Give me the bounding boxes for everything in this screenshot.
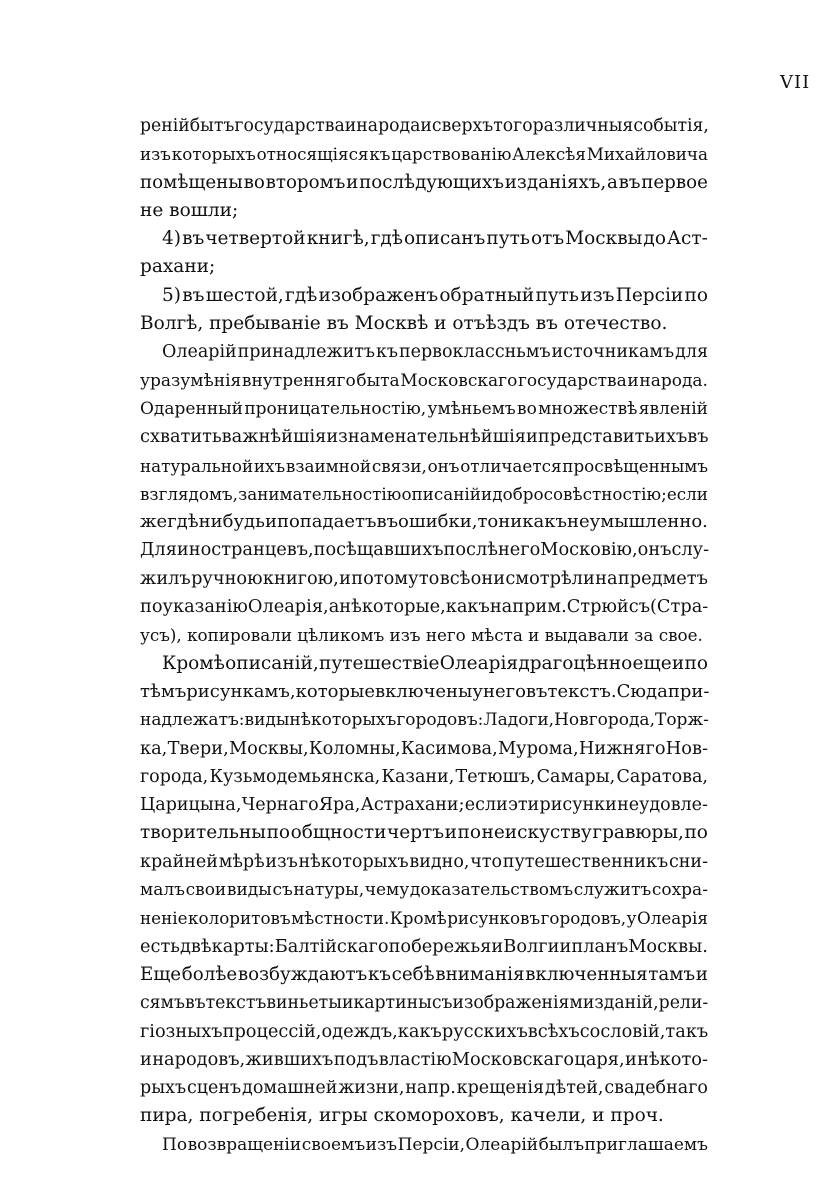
text-line: города, Кузьмодемьянска, Казани, Тетюшъ, Самары, Саратова, [140, 766, 708, 787]
text-line: надлежатъ: виды нѣкоторыхъ городовъ: Ладоги, Новгорода, Торж- [140, 710, 709, 731]
text-line: 5) въ шестой, гдѣ изображенъ обратный путь изъ Персіи по [162, 284, 708, 306]
text-line: крайней мѣрѣ изъ нѣкоторыхъ видно, что путешественникъ сни- [140, 851, 708, 872]
text-line: по указанію Олеарія, а нѣкоторые, какъ наприм. Стрюйсъ (Стра- [140, 597, 709, 618]
text-line: Кромѣ описаній, путешествіе Олеарія драгоцѣнно еще и по [162, 652, 708, 674]
text-line: не вошли; [140, 199, 239, 221]
text-line: творительны по общности чертъ и по неискуству гравюры, по [140, 822, 708, 844]
text-line: По возвращеніи своемъ изъ Персіи, Олеарій былъ приглашаемъ [162, 1134, 708, 1155]
page-number: VII [780, 72, 811, 93]
text-line: рыхъ сценъ домашней жизни, напр. крещенія дѣтей, свадебнаго [140, 1078, 708, 1099]
text-line: есть двѣ карты: Балтійскаго побережья и Волги и планъ Москвы. [140, 936, 708, 957]
text-line: реній бытъ государства и народа и сверхъ того различныя событія, [140, 116, 709, 136]
text-line: натуральной ихъ взаимной связи, онъ отличается просвѣщеннымъ [140, 455, 708, 476]
text-line: и народовъ, жившихъ подъ властію Московскаго царя, и нѣкото- [140, 1049, 708, 1070]
text-line: жилъ ручною книгою, и потому то всѣ они смотрѣли на предметъ [140, 568, 708, 589]
text-line: изъ которыхъ относящіяся къ царствованію Алексѣя Михайловича [140, 144, 708, 165]
text-line: Царицына, Чернаго Яра, Астрахани; если эти рисунки неудовле- [140, 795, 708, 816]
text-line: сямъ въ текстъ виньеты и картины съ изображеніями зданій, рели- [140, 993, 709, 1014]
text-line: гіозныхъ процессій, одеждъ, какъ русскихъ всѣхъ сословій, такъ [140, 1021, 709, 1042]
text-line: ка, Твери, Москвы, Коломны, Касимова, Мурома, Нижняго Нов- [140, 738, 708, 759]
text-line: Для иностранцевъ, посѣщавшихъ послѣ него Московію, онъ слу- [140, 540, 710, 561]
text-line: Олеарій принадлежитъ къ первоклассньмъ источникамъ для [162, 342, 708, 363]
text-line: рахани; [140, 256, 216, 278]
text-line: Волгѣ, пребываніе въ Москвѣ и отъѣздъ въ отечество. [140, 313, 668, 335]
text-line: тѣмъ рисункамъ, которые включены у него въ текстъ. Сюда при- [140, 680, 710, 702]
text-line: неніе колоритовъ мѣстности. Кромѣ рисунковъ городовъ, у Олеарія [140, 908, 708, 929]
text-line: Одаренный проницательностію, умѣньемъ во множествѣ явленій [140, 398, 708, 419]
text-line: усъ), копировали цѣликомъ изъ него мѣста и выдавали за свое. [140, 625, 703, 646]
text-line: 4) въ четвертой книгѣ, гдѣ описанъ путь отъ Москвы до Аст- [162, 228, 708, 250]
text-line: помѣщены во второмъ и послѣдующихъ изданіяхъ, а въ первое [140, 171, 708, 193]
text-line: взглядомъ, занимательностію описаній и добросовѣстностію; если [140, 483, 708, 504]
text-line: пира, погребенія, игры скомороховъ, качели, и проч. [140, 1105, 664, 1127]
text-line: схватить важнѣйшія и знаменательнѣйшія и представить ихъ въ [140, 427, 709, 448]
text-line: Еще болѣе возбуждаютъ къ себѣ вниманія включенныя тамъ и [140, 963, 708, 985]
text-line: малъ свои виды съ натуры, чему доказательствомъ служитъ сохра- [140, 880, 708, 901]
text-line: уразумѣнія внутренняго быта Московскаго государства и народа. [140, 370, 708, 391]
text-line: же гдѣ нибудь и попадаетъ въ ошибки, то никакъ неумышленно. [140, 511, 708, 533]
body-text [140, 112, 708, 1159]
